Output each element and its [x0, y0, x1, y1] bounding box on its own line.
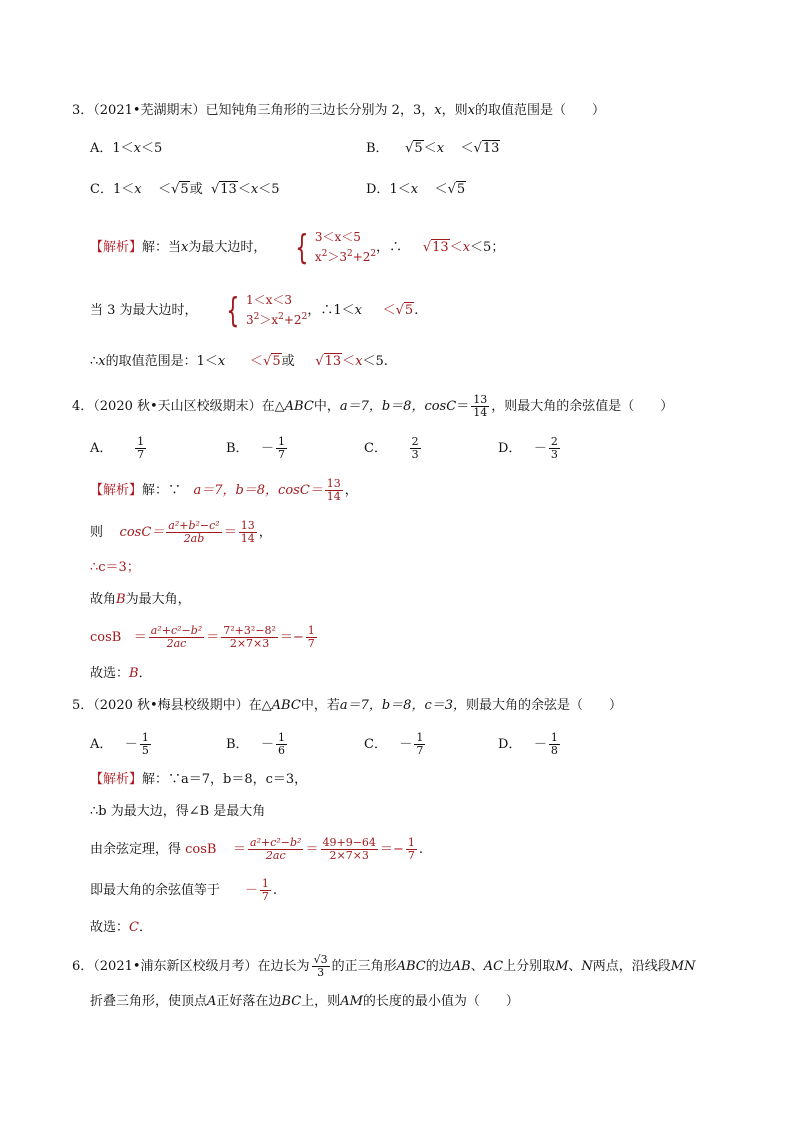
q5-option-d: D． － $\frac{1}{8}$: [498, 731, 558, 757]
q6-source: （2021•浦东新区校级月考）: [93, 959, 258, 974]
q5-answer: 故选：C．: [90, 920, 152, 935]
q5-option-b: B． － $\frac{1}{6}$: [226, 731, 285, 757]
q5-solution-line3: 由余弦定理，得 cosB ＝ $\frac{\text{a²+c²−b²}}{2ac}$ ＝ $\frac{49+9-64}{2\times 7\times 3}$ ＝− $\frac{1}{7}$ .: [90, 836, 423, 862]
analysis-tag: 【解析】: [90, 772, 143, 787]
q3-source: （2021•芜湖期末）: [93, 103, 206, 118]
analysis-tag: 【解析】: [90, 483, 143, 498]
q3-solution-line1: 【解析】解：当x为最大边时， { 3＜x＜5 $x^2>3^2+2^2$ ，∴ √13＜x＜5；: [90, 227, 505, 268]
q4-option-c: C． $\frac{2}{3}$: [364, 435, 419, 461]
q5-option-a: A． － $\frac{1}{5}$: [90, 731, 149, 757]
q3-system-1: { 3＜x＜5 $x^2>3^2+2^2$: [295, 227, 377, 268]
q3-system-2: { 1＜x＜3 $3^2>x^2+2^2$: [226, 290, 308, 331]
q5-option-c: C． － $\frac{1}{7}$: [364, 731, 424, 757]
q4-solution-line5: cosB ＝ $\frac{\text{a²+c²−b²}}{2ac}$ ＝ $\frac{\text{7²+3²−8²}}{2\times 7\times 3}$ ＝− $\frac{1}{7}$: [90, 624, 315, 650]
q4-solution-line1: 【解析】解：∵ a＝7，b＝8，cosC＝ $\frac{13}{14}$ ，: [90, 477, 358, 503]
q3-option-b: B． √5＜x ＜√13: [366, 141, 500, 156]
q5-solution-line2: ∴b 为最大边，得∠B 是最大角: [90, 804, 266, 819]
q3-option-c: C．1＜x ＜√5或 √13＜x＜5: [90, 182, 280, 197]
q6-number: 6．: [72, 959, 94, 974]
q3-stem: 3．（2021•芜湖期末）已知钝角三角形的三边长分别为 2，3，x，则x的取值范围是（ ）: [72, 103, 605, 118]
q4-source: （2020 秋•天山区校级期末）: [93, 399, 262, 414]
q4-option-d: D． － $\frac{2}{3}$: [498, 435, 558, 461]
q5-source: （2020 秋•梅县校级期中）: [93, 698, 249, 713]
q4-solution-line4: 故角B为最大角，: [90, 592, 191, 607]
q4-option-b: B． － $\frac{1}{7}$: [226, 435, 285, 461]
q4-solution-line2: 则 cosC＝ $\frac{\text{a²+b²−c²}}{2ab}$ ＝ $\frac{13}{14}$ ，: [90, 519, 272, 545]
q4-stem: 4．（2020 秋•天山区校级期末）在△ABC中，a＝7，b＝8，cosC＝ $\frac{13}{14}$ ，则最大角的余弦值是（ ）: [72, 393, 674, 419]
q6-stem-line2: 折叠三角形，使顶点A正好落在边BC上，则AM的长度的最小值为（ ）: [90, 994, 519, 1009]
q4-solution-line3: ∴c＝3；: [90, 560, 140, 575]
q5-solution-line4: 即最大角的余弦值等于 － $\frac{1}{7}$ .: [90, 877, 277, 903]
q6-stem-line1: 6．（2021•浦东新区校级月考）在边长为 $\frac{√3}{3}$ 的正三角形ABC的边AB、AC上分别取M、N两点，沿线段MN: [72, 953, 696, 979]
q5-solution-line1: 【解析】解：∵a＝7，b＝8，c＝3，: [90, 772, 308, 787]
q3-number: 3．: [72, 103, 94, 118]
q4-option-a: A． $\frac{1}{7}$: [90, 435, 145, 461]
q5-stem: 5．（2020 秋•梅县校级期中）在△ABC中，若a＝7，b＝8，c＝3，则最大角的余弦是（ ）: [72, 698, 623, 713]
q5-number: 5．: [72, 698, 94, 713]
q4-number: 4．: [72, 399, 94, 414]
q4-answer: 故选：B．: [90, 666, 152, 681]
q3-option-a: A．1＜x＜5: [90, 141, 163, 156]
q3-conclusion: ∴x的取值范围是：1＜x ＜√5或 √13＜x＜5.: [90, 354, 388, 369]
q3-solution-line2: 当 3 为最大边时， { 1＜x＜3 $3^2>x^2+2^2$ ，∴1＜x ＜√5.: [90, 290, 419, 331]
analysis-tag: 【解析】: [90, 240, 143, 255]
q3-option-d: D．1＜x ＜√5: [366, 182, 466, 197]
